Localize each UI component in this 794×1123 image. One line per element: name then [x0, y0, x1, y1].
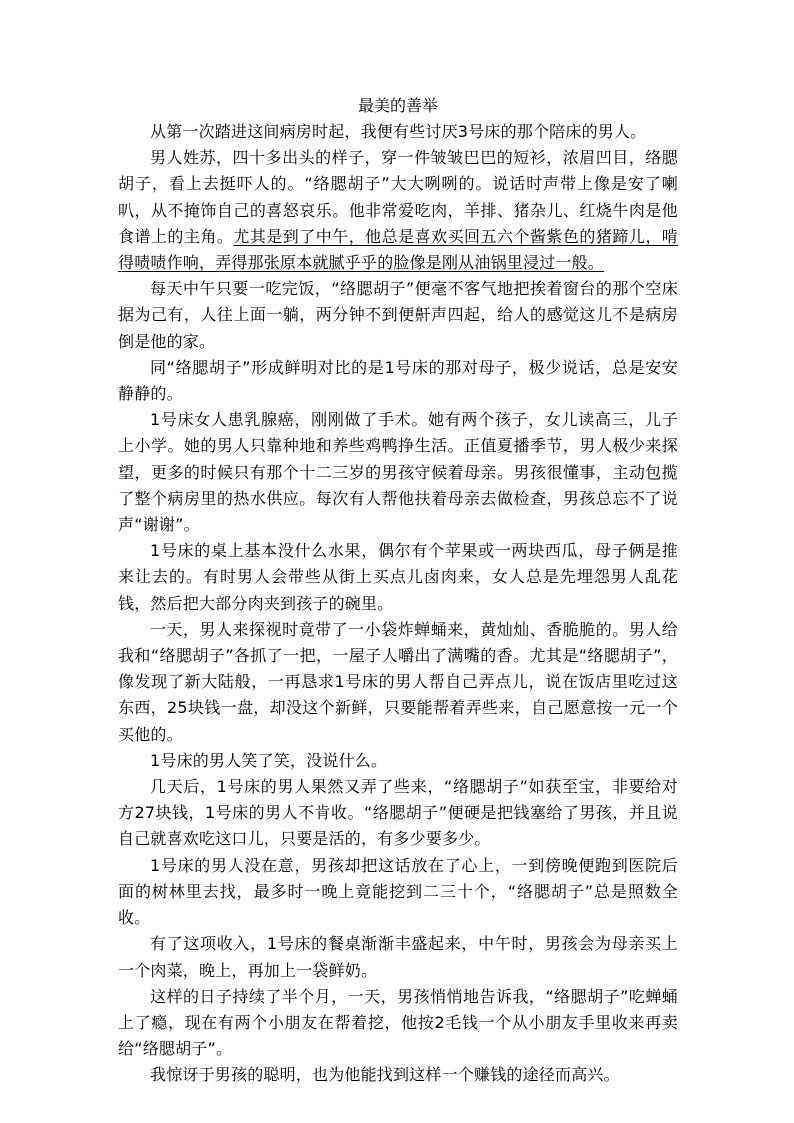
paragraph: [118, 617, 678, 748]
paragraph-text: 1号床的男人没在意，男孩却把这话放在了心上，一到傍晚便跑到医院后面的树林里去找，最多时一晚上竟能挖到二三十个，“络腮胡子”总是照数全收。: [118, 855, 678, 928]
paragraph: [118, 119, 678, 145]
paragraph-text: 一天，男人来探视时竟带了一小袋炸蝉蛹来，黄灿灿、香脆脆的。男人给我和“络腮胡子”各抓了一把，一屋子人嚼出了满嘴的香。尤其是“络腮胡子”，像发现了新大陆般，一再恳求1号床的男人帮自己弄点儿，说在饭店里吃过这东西，25块钱一盘，却没这个新鲜，只要能帮着弄些来，自己愿意按一元一个买他的。: [118, 619, 678, 744]
paragraph: [118, 276, 678, 355]
paragraph: [118, 748, 678, 774]
paragraph-text: 每天中午只要一吃完饭，“络腮胡子”便毫不客气地把挨着窗台的那个空床据为己有，人往上面一躺，两分钟不到便鼾声四起，给人的感觉这儿不是病房倒是他的家。: [118, 279, 678, 351]
paragraph: [118, 538, 678, 617]
page-title: 最美的善举: [357, 96, 438, 115]
document-body: [118, 93, 678, 1089]
paragraph: [118, 931, 678, 983]
paragraph: [118, 145, 678, 276]
paragraph-text: 从第一次踏进这间病房时起，我便有些讨厌3号床的那个陪床的男人。: [150, 122, 647, 141]
paragraph-text: 这样的日子持续了半个月，一天，男孩悄悄地告诉我，“络腮胡子”吃蝉蛹上了瘾，现在有两个小朋友在帮着挖，他按2毛钱一个从小朋友手里收来再卖给“络腮胡子”。: [118, 986, 678, 1059]
paragraph-text: 1号床女人患乳腺癌，刚刚做了手术。她有两个孩子，女儿读高三，儿子上小学。她的男人只靠种地和养些鸡鸭挣生活。正值夏播季节，男人极少来探望，更多的时候只有那个十二三岁的男孩守候着母亲。男孩很懂事，主动包揽了整个病房里的热水供应。每次有人帮他扶着母亲去做检查，男孩总忘不了说声“谢谢”。: [118, 410, 678, 535]
paragraph-text: 1号床的男人笑了笑，没说什么。: [150, 750, 388, 770]
paragraph: [118, 774, 678, 853]
underlined-sentence: 尤其是到了中午，他总是喜欢买回五六个酱紫色的猪蹄儿，啃得啧啧作响，弄得那张原本就腻乎乎的脸像是刚从油锅里浸过一般。: [118, 226, 678, 273]
paragraph-text: 1号床的桌上基本没什么水果，偶尔有个苹果或一两块西瓜，母子俩是推来让去的。有时男人会带些从街上买点儿卤肉来，女人总是先埋怨男人乱花钱，然后把大部分肉夹到孩子的碗里。: [118, 541, 678, 613]
paragraph-text: 同“络腮胡子”形成鲜明对比的是1号床的那对母子，极少说话，总是安安静静的。: [118, 357, 678, 404]
paragraph-text: 男人姓苏，四十多出头的样子，穿一件皱皱巴巴的短衫，浓眉凹目，络腮胡子，看上去挺吓人的。“络腮胡子”大大咧咧的。说话时声带上像是安了喇叭，从不掩饰自己的喜怒哀乐。他非常爱吃肉，羊排、猪杂儿、红烧牛肉是他食谱上的主角。: [118, 148, 678, 246]
paragraph: [118, 984, 678, 1063]
paragraph-text: 几天后，1号床的男人果然又弄了些来，“络腮胡子”如获至宝，非要给对方27块钱，1号床的男人不肯收。“络腮胡子”便硬是把钱塞给了男孩，并且说自己就喜欢吃这口儿，只要是活的，有多少要多少。: [118, 777, 678, 849]
paragraph: [118, 407, 678, 538]
paragraph: [118, 355, 678, 407]
paragraph-text: 我惊讶于男孩的聪明，也为他能找到这样一个赚钱的途径而高兴。: [150, 1065, 620, 1085]
paragraph: [118, 1062, 678, 1088]
paragraph-text: 有了这项收入，1号床的餐桌渐渐丰盛起来，中午时，男孩会为母亲买上一个肉菜，晚上，再加上一袋鲜奶。: [118, 934, 678, 980]
paragraph: [118, 853, 678, 932]
